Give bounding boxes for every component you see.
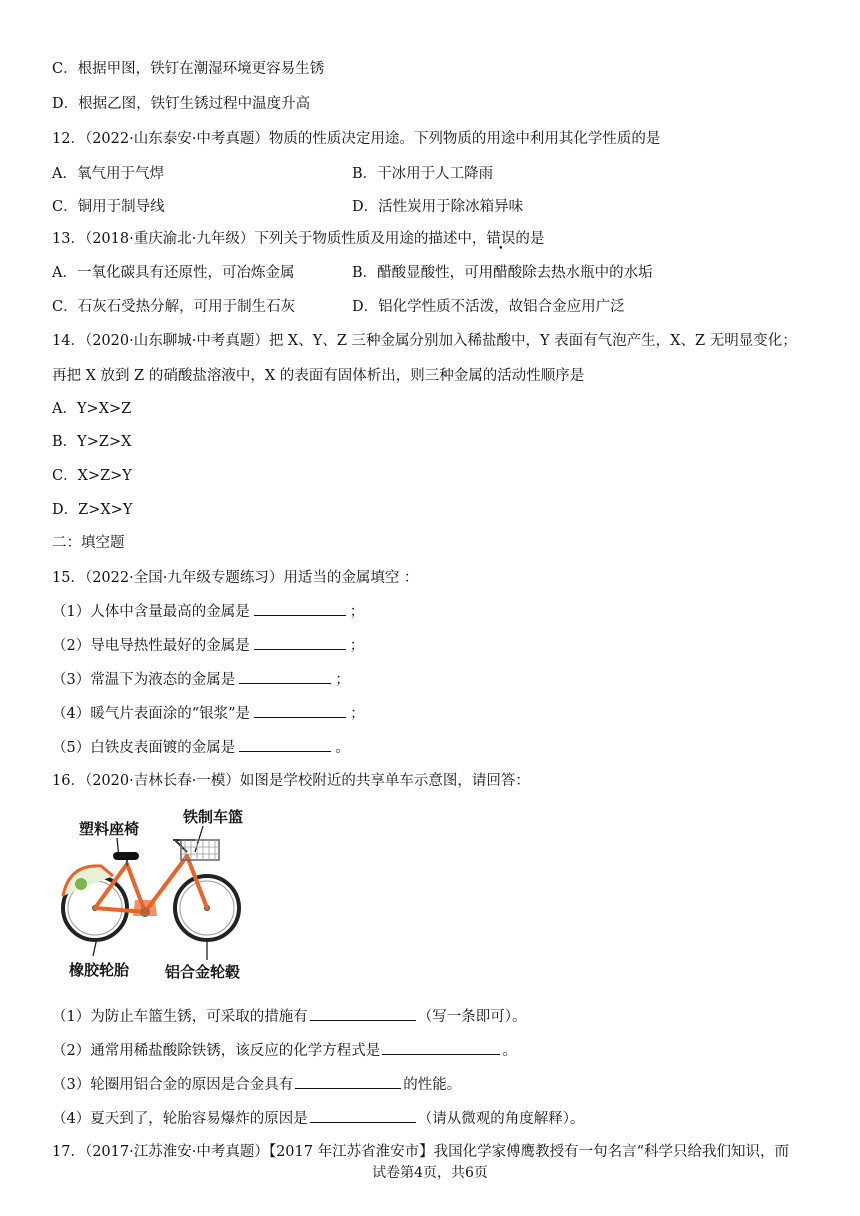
q15-item-2 [52, 635, 364, 656]
punct: ； [335, 672, 350, 688]
q16-item-3-tail: 的性能。 [403, 1077, 462, 1093]
q15-item-1-text: （1）人体中含量最高的金属是 [52, 604, 250, 620]
q15-item-3-text: （3）常温下为液态的金属是 [52, 672, 236, 688]
q14-stem-line2: 再把 X 放到 Z 的硝酸盐溶液中，X 的表面有固体析出，则三种金属的活动性顺序是 [52, 368, 585, 384]
q13-stem [52, 229, 544, 249]
q16-item-2-tail: 。 [502, 1043, 517, 1059]
q15-item-5 [52, 737, 350, 758]
answer-blank[interactable] [254, 635, 346, 650]
label-alloy-wheel: 铝合金轮毂 [165, 963, 241, 981]
q16-item-1 [52, 1006, 526, 1027]
q13-stem-post: 的是 [515, 231, 545, 247]
q12-option-c: C．铜用于制导线 [52, 199, 165, 215]
q13-stem-pre: 13．（2018·重庆渝北·九年级）下列关于物质性质及用途的描述中， [52, 231, 487, 247]
label-plastic-seat: 塑料座椅 [79, 820, 140, 838]
q16-item-1-text: （1）为防止车篮生锈，可采取的措施有 [52, 1009, 308, 1025]
chain-guard [133, 900, 157, 916]
answer-blank[interactable] [310, 1006, 416, 1021]
q16-item-1-tail: （写一条即可）。 [417, 1009, 527, 1025]
q11-option-d: D．根据乙图，铁钉生锈过程中温度升高 [52, 96, 311, 112]
q15-item-1 [52, 601, 364, 622]
q12-option-d: D．活性炭用于除冰箱异味 [352, 199, 524, 215]
q14-option-c: C．X>Z>Y [52, 468, 132, 484]
q13-option-b: B．醋酸显酸性，可用醋酸除去热水瓶中的水垢 [352, 265, 653, 281]
q16-item-4-text: （4）夏天到了，轮胎容易爆炸的原因是 [52, 1111, 308, 1127]
answer-blank[interactable] [239, 737, 331, 752]
q15-item-4 [52, 703, 365, 724]
q16-item-4 [52, 1108, 584, 1129]
q14-stem-line1: 14．（2020·山东聊城·中考真题）把 X、Y、Z 三种金属分别加入稀盐酸中，Y 表面有气泡产生，X、Z 无明显变化； [52, 333, 797, 349]
q13-option-c: C．石灰石受热分解，可用于制生石灰 [52, 299, 296, 315]
q17-stem: 17．（2017·江苏淮安·中考真题）【2017 年江苏省淮安市】我国化学家傅鹰教授有一句名言“科学只给我们知识，而 [52, 1144, 789, 1160]
punct: 。 [335, 740, 350, 756]
q12-stem: 12．（2022·山东泰安·中考真题）物质的性质决定用途。下列物质的用途中利用其化学性质的是 [52, 131, 661, 147]
q16-stem: 16．（2020·吉林长春·一模）如图是学校附近的共享单车示意图，请回答： [52, 773, 530, 789]
answer-blank[interactable] [254, 703, 346, 718]
answer-blank[interactable] [295, 1074, 401, 1089]
fender-logo [75, 878, 87, 890]
answer-blank[interactable] [310, 1108, 416, 1123]
q15-item-2-text: （2）导电导热性最好的金属是 [52, 638, 250, 654]
q14-option-b: B．Y>Z>X [52, 434, 132, 450]
label-rubber-tire: 橡胶轮胎 [69, 961, 130, 979]
punct: ； [349, 638, 365, 654]
handlebar [173, 840, 195, 852]
punct: ； [350, 706, 365, 722]
q15-item-3 [52, 669, 350, 690]
q13-option-a: A．一氧化碳具有还原性，可冶炼金属 [52, 265, 295, 281]
section-heading: 二：填空题 [52, 535, 125, 551]
seat [113, 852, 139, 860]
q15-stem: 15．（2022·全国·九年级专题练习）用适当的金属填空 ： [52, 570, 419, 586]
q16-item-3 [52, 1074, 461, 1095]
answer-blank[interactable] [382, 1040, 500, 1055]
label-iron-basket: 铁制车篮 [183, 808, 244, 826]
q12-option-b: B．干冰用于人工降雨 [352, 166, 494, 182]
answer-blank[interactable] [239, 669, 331, 684]
q14-option-a: A．Y>X>Z [52, 401, 132, 417]
q15-item-4-text: （4）暖气片表面涂的“银浆”是 [52, 706, 251, 722]
answer-blank[interactable] [254, 601, 346, 616]
q13-option-d: D．铝化学性质不活泼，故铝合金应用广泛 [352, 299, 625, 315]
q14-option-d: D．Z>X>Y [52, 502, 133, 518]
q11-option-c: C．根据甲图，铁钉在潮湿环境更容易生锈 [52, 61, 325, 77]
punct: ； [349, 604, 365, 620]
q15-item-5-text: （5）白铁皮表面镀的金属是 [52, 740, 236, 756]
leader-line [195, 826, 203, 852]
shared-bike-figure [55, 800, 255, 988]
q12-option-a: A．氧气用于气焊 [52, 166, 164, 182]
q16-item-3-text: （3）轮圈用铝合金的原因是合金具有 [52, 1077, 294, 1093]
q16-item-4-tail: （请从微观的角度解释）。 [417, 1111, 585, 1127]
q13-emphasis: 错误 [486, 231, 516, 247]
q16-item-2-text: （2）通常用稀盐酸除铁锈，该反应的化学方程式是 [52, 1043, 381, 1059]
page-footer: 试卷第4页，共6页 [372, 1165, 488, 1181]
q16-item-2 [52, 1040, 517, 1061]
